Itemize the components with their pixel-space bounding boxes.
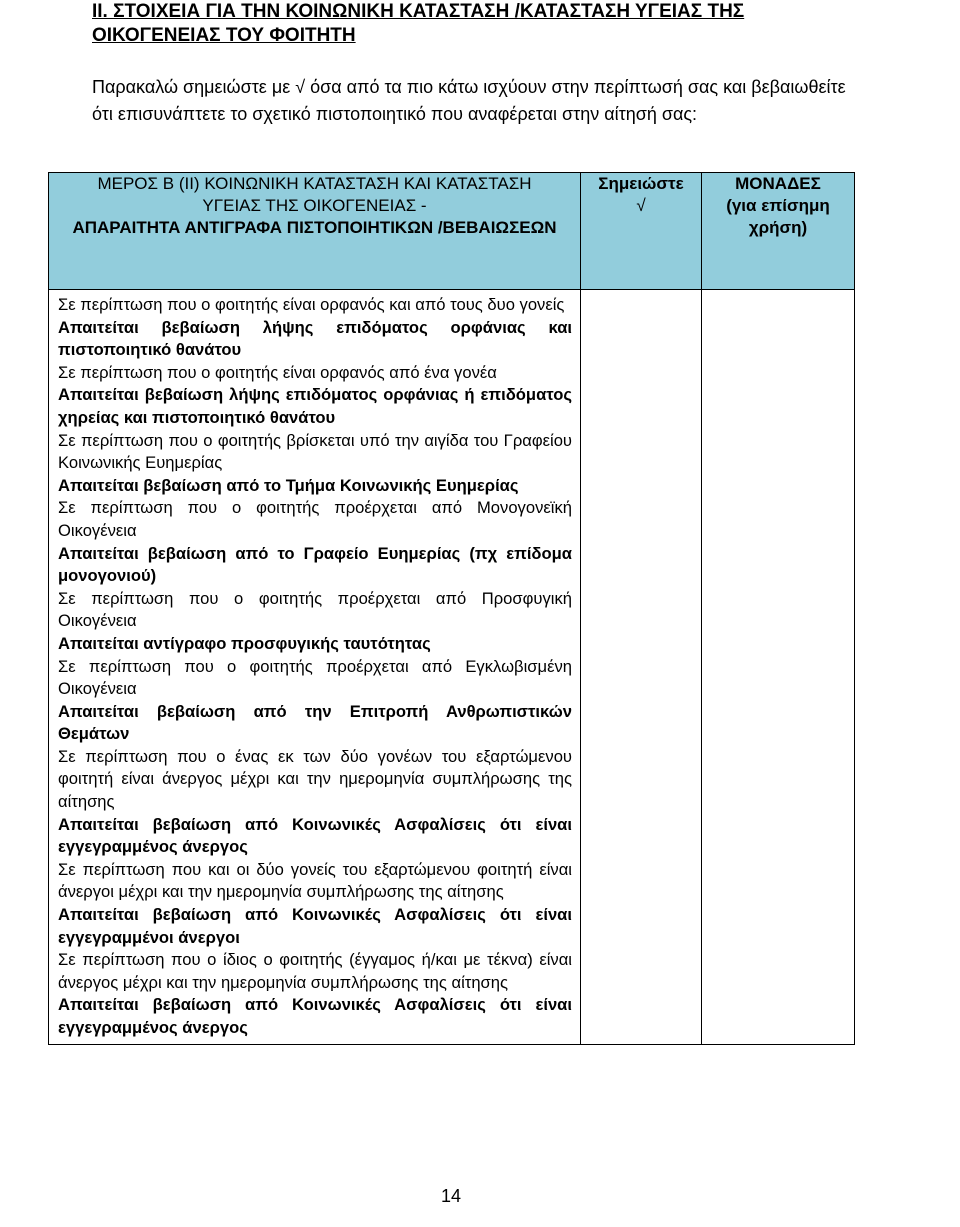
criteria-requirement: Απαιτείται βεβαίωση λήψης επιδόματος ορφάνιας ή επιδόματος χηρείας και πιστοποιητικό θανάτου bbox=[58, 385, 572, 427]
criteria-item bbox=[58, 588, 572, 656]
section-heading-line-2: ΟΙΚΟΓΕΝΕΙΑΣ ΤΟΥ ΦΟΙΤΗΤΗ bbox=[92, 25, 356, 46]
criteria-condition: Σε περίπτωση που ο ίδιος ο φοιτητής (έγγαμος ή/και με τέκνα) είναι άνεργος μέχρι και την ημερομηνία συμπλήρωσης της αίτησης bbox=[58, 950, 572, 992]
part-subtitle: ΑΠΑΡΑΙΤΗΤΑ ΑΝΤΙΓΡΑΦΑ ΠΙΣΤΟΠΟΙΗΤΙΚΩΝ /ΒΕΒΑΙΩΣΕΩΝ bbox=[72, 218, 557, 237]
mark-column-header bbox=[581, 173, 702, 290]
units-label: ΜΟΝΑΔΕΣ bbox=[735, 174, 821, 193]
social-status-table bbox=[48, 172, 855, 1045]
instructions-paragraph: Παρακαλώ σημειώστε με √ όσα από τα πιο κάτω ισχύουν στην περίπτωσή σας και βεβαιωθείτε ότι επισυνάπτετε το σχετικό πιστοποιητικό που αναφέρεται στην αίτησή σας: bbox=[92, 77, 846, 124]
criteria-item bbox=[58, 656, 572, 746]
criteria-item bbox=[58, 746, 572, 859]
units-note: (για επίσημη χρήση) bbox=[726, 196, 830, 237]
criteria-condition: Σε περίπτωση που ο φοιτητής βρίσκεται υπό την αιγίδα του Γραφείου Κοινωνικής Ευημερίας bbox=[58, 430, 572, 473]
part-title-header bbox=[49, 173, 581, 290]
criteria-requirement: Απαιτείται βεβαίωση από Κοινωνικές Ασφαλίσεις ότι είναι εγγεγραμμένοι άνεργοι bbox=[58, 905, 572, 947]
criteria-cell bbox=[49, 290, 581, 1045]
section-heading-line-1: ΙΙ. ΣΤΟΙΧΕΙΑ ΓΙΑ ΤΗΝ ΚΟΙΝΩΝΙΚΗ ΚΑΤΑΣΤΑΣΗ /ΚΑΤΑΣΤΑΣΗ ΥΓΕΙΑΣ ΤΗΣ bbox=[92, 1, 745, 22]
criteria-requirement: Απαιτείται αντίγραφο προσφυγικής ταυτότητας bbox=[58, 633, 431, 653]
mark-cell[interactable] bbox=[581, 290, 702, 1045]
table-header-row bbox=[49, 173, 855, 290]
criteria-item bbox=[58, 294, 572, 362]
checkmark-icon: √ bbox=[636, 196, 646, 215]
criteria-condition: Σε περίπτωση που ο φοιτητής προέρχεται από Εγκλωβισμένη Οικογένεια bbox=[58, 656, 572, 699]
criteria-condition: Σε περίπτωση που ο φοιτητής είναι ορφανός και από τους δυο γονείς bbox=[58, 295, 565, 314]
criteria-requirement: Απαιτείται βεβαίωση λήψης επιδόματος ορφάνιας και πιστοποιητικό θανάτου bbox=[58, 317, 572, 360]
mark-label: Σημειώστε bbox=[598, 174, 684, 193]
criteria-requirement: Απαιτείται βεβαίωση από Κοινωνικές Ασφαλίσεις ότι είναι εγγεγραμμένος άνεργος bbox=[58, 995, 572, 1037]
criteria-condition: Σε περίπτωση που ο φοιτητής προέρχεται από Προσφυγική Οικογένεια bbox=[58, 588, 572, 631]
part-title: ΜΕΡΟΣ Β (ΙΙ) ΚΟΙΝΩΝΙΚΗ ΚΑΤΑΣΤΑΣΗ ΚΑΙ ΚΑΤΑΣΤΑΣΗ ΥΓΕΙΑΣ ΤΗΣ ΟΙΚΟΓΕΝΕΙΑΣ - bbox=[97, 174, 532, 215]
criteria-item bbox=[58, 362, 572, 430]
table-body-row bbox=[49, 290, 855, 1045]
criteria-condition: Σε περίπτωση που ο φοιτητής είναι ορφανός από ένα γονέα bbox=[58, 362, 497, 382]
criteria-requirement: Απαιτείται βεβαίωση από το Τμήμα Κοινωνικής Ευημερίας bbox=[58, 475, 519, 495]
criteria-item bbox=[58, 949, 572, 1039]
page-number: 14 bbox=[440, 1186, 462, 1206]
units-cell bbox=[702, 290, 855, 1045]
criteria-condition: Σε περίπτωση που ο ένας εκ των δύο γονέων του εξαρτώμενου φοιτητή είναι άνεργος μέχρι και την ημερομηνία συμπλήρωσης της αίτησης bbox=[58, 746, 572, 812]
section-heading bbox=[92, 0, 892, 48]
criteria-item bbox=[58, 430, 572, 498]
criteria-condition: Σε περίπτωση που ο φοιτητής προέρχεται από Μονογονεϊκή Οικογένεια bbox=[58, 498, 572, 540]
criteria-item bbox=[58, 497, 572, 587]
criteria-requirement: Απαιτείται βεβαίωση από την Επιτροπή Ανθρωπιστικών Θεμάτων bbox=[58, 701, 572, 744]
criteria-requirement: Απαιτείται βεβαίωση από Κοινωνικές Ασφαλίσεις ότι είναι εγγεγραμμένος άνεργος bbox=[58, 814, 572, 857]
units-column-header bbox=[702, 173, 855, 290]
criteria-item bbox=[58, 859, 572, 949]
criteria-condition: Σε περίπτωση που και οι δύο γονείς του εξαρτώμενου φοιτητή είναι άνεργοι μέχρι και την ημερομηνία συμπλήρωσης της αίτησης bbox=[58, 859, 572, 902]
criteria-requirement: Απαιτείται βεβαίωση από το Γραφείο Ευημερίας (πχ επίδομα μονογονιού) bbox=[58, 543, 572, 586]
